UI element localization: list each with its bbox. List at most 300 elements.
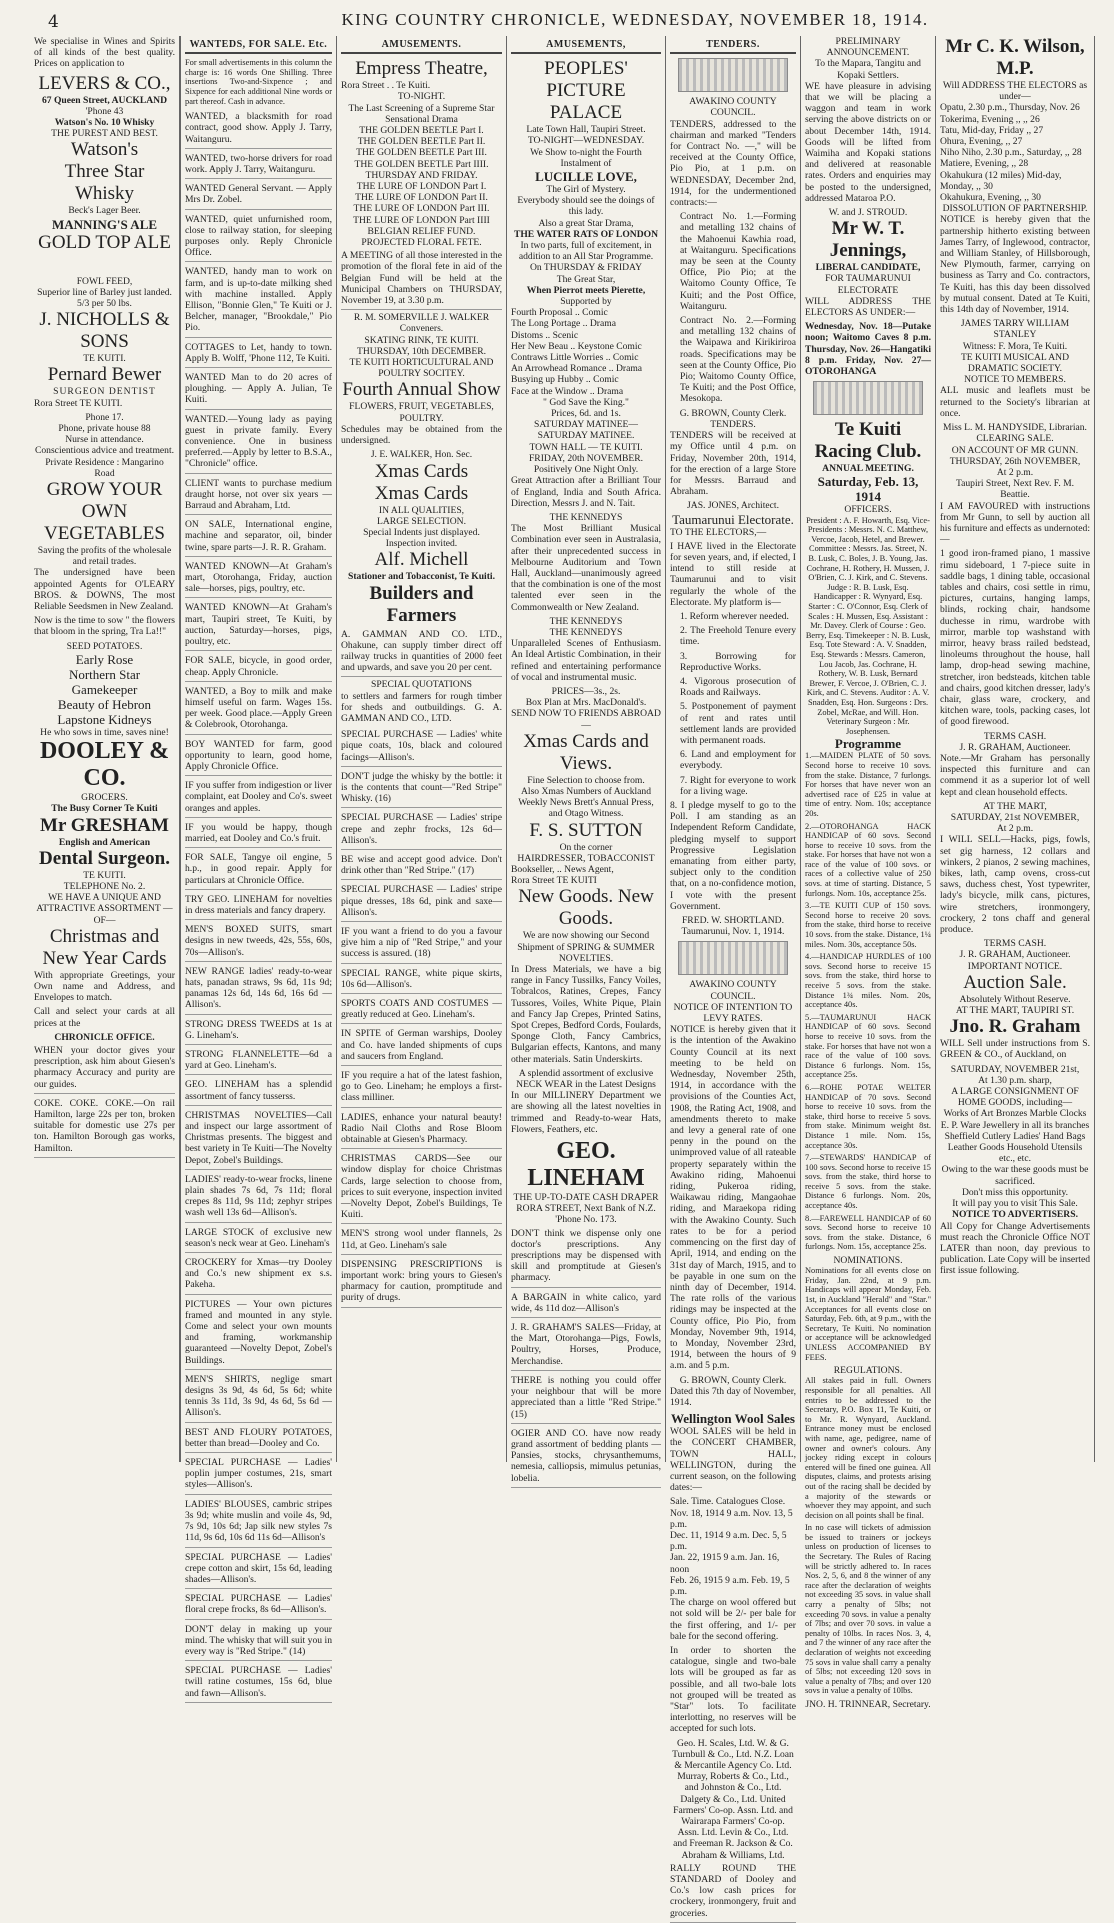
text-block: Late Town Hall, Taupiri Street. [526,124,646,136]
text-block: WOOL SALES will be held in the CONCERT CHAMBER, TOWN HALL, WELLINGTON, during the current season, on the following dates:— [670,1426,796,1494]
column-heading: TENDERS. [670,36,796,54]
text-block: We are now showing our Second Shipment of SPRING & SUMMER NOVELTIES. [517,930,655,964]
text-block: Contraws Little Worries .. Comic [511,352,639,364]
text-block: 'Phone 43 [85,105,124,117]
text-block: Okahukura (12 miles) Mid-day, Monday, ,, 30 [940,169,1062,192]
text-block: Unparalleled Scenes of Enthusiasm. An Ideal Artistic Combination, in their refined and entertaining performance of vocal and instrumental music. [511,638,661,683]
masthead [0,0,1114,36]
text-block: THE LURE OF LONDON Part IIII [353,214,490,226]
text-block: Nominations for all events close on Friday, Jan. 22nd, at 9 p.m. Handicaps will appear Monday, Feb. 1st, in Auckland "Herald" and "Star." Acceptances for all events close on Saturday, Feb. 6th, at 9 p.m., with the Secretary, Te Kuiti. No nomination or acceptance will be acknowledged UNLESS ACCOMPANIED BY FEES. [805,1266,931,1362]
text-block: Positively One Night Only. [533,464,639,476]
text-block: NOTICE TO MEMBERS. [964,374,1066,386]
text-block: The Long Portage .. Drama [511,318,616,330]
classified-ad: BOY WANTED for farm, good opportunity to learn, good home, Apply Chronicle Office. [185,737,332,777]
text-block: Rora Street TE KUITI [511,875,597,887]
text-block: Feb. 26, 1915 9 a.m. Feb. 19, 5 p.m. [670,1574,790,1597]
text-block: J. NICHOLLS & SONS [39,309,170,353]
text-block: TERMS CASH. [983,938,1047,950]
advertisement: DON'T think we dispense only one doctor's prescriptions. Any prescriptions may be dispensed with skill and promptitude at Giesen's pharmacy. [511,1226,661,1288]
text-block: Te Kuiti Racing Club. [814,419,922,463]
text-block: 1.—MAIDEN PLATE of 50 sovs. Second horse to receive 10 sovs. from the stake. Distance, 7 furlongs. For horses that have never won an advertised race of £25 in value at time of entry. Nom. 10s; acceptance 20s. [805,751,931,818]
text-block: NOTICE OF INTENTION TO LEVY RATES. [673,1001,793,1025]
text-block: It will pay you to visit This Sale. [952,1198,1078,1210]
woodcut-illustration [678,941,788,975]
text-block: 7. Right for everyone to work for a living wage. [680,774,796,797]
page-number: 4 [48,12,59,32]
text-block: AWAKINO COUNTY COUNCIL. [689,96,777,119]
text-block: R. M. SOMERVILLE J. WALKER Conveners. [353,312,490,335]
text-block: At 2 p.m. [996,466,1034,478]
classified-ad: CROCKERY for Xmas—try Dooley and Co.'s new shipment ex s.s. Pakeha. [185,1255,332,1295]
text-block: The Girl of Mystery. [546,184,626,196]
text-block: At 1.30 p.m. sharp, [978,1074,1052,1086]
text-block: Absolutely Without Reserve. [959,993,1071,1005]
text-block: In no case will tickets of admission be issued to trainers or jockeys unless on production of licenses to the Secretary. The Rules of Racing will be strictly adhered to. In races Nos. 2, 5, 6, and 8 the winner of any race after the declaration of weights not exceeding 35 sovs. in value shall carry a penalty of 5lbs; not exceeding 70 sovs. in value a penalty of 7lbs; and over 70 sovs. in value a penalty of 10lbs. In races Nos. 3, 4, and 7 the winner of any race after the declaration of weights not exceeding 75 sovs in value shall carry a penalty of 5lbs; not exceeding 120 sovs in value a penalty of 7lbs; and over 120 sovs in value a penalty of 10lbs. [805,1523,931,1696]
text-block: Her New Beau .. Keystone Comic [511,340,642,352]
text-block: 3.—TE KUITI CUP of 150 sovs. Second horse to receive 20 sovs. from the stake, third horse to receive 10 sovs. from the stake. Distance, 1¼ miles. Nom. 30s, acceptance 50s. [805,901,931,949]
advertisement: BE wise and accept good advice. Don't drink other than "Red Stripe." (17) [341,852,502,880]
text-block: 4. Vigorous prosecution of Roads and Railways. [680,675,796,699]
text-block: Miss L. M. HANDYSIDE, Librarian. [943,422,1087,434]
text-block: Gamekeeper [71,681,138,697]
text-block: OFFICERS. [844,504,892,516]
text-block: ALL music and leaflets must be returned to the Society's librarian at once. [940,385,1090,419]
text-block: SEND NOW TO FRIENDS ABROAD— [511,708,661,731]
classified-ad: TRY GEO. LINEHAM for novelties in dress materials and fancy drapery. [185,892,332,920]
text-block: THE LURE OF LONDON Part II. [355,192,488,204]
column-heading: AMUSEMENTS, [511,36,661,54]
text-block: THE WATER RATS OF LONDON [513,228,659,240]
classified-ad: WANTED KNOWN—At Graham's mart, Otorohanga, Friday, auction sale—horses, pigs, poultry, etc. [185,559,332,599]
text-block: Northern Star [68,666,141,682]
classified-ad: FOR SALE, bicycle, in good order, cheap. Apply Chronicle. [185,653,332,681]
text-block: Special Indents just displayed. [363,526,480,538]
text-block: DOOLEY & CO. [39,738,170,792]
text-block: Saving the profits of the wholesale and retail trades. [37,545,172,568]
classified-ad: BEST AND FLOURY POTATOES, better than bread—Dooley and Co. [185,1425,332,1453]
text-block: BELGIAN RELIEF FUND. [367,225,476,237]
text-block: RORA STREET, Next Bank of N.Z. [516,1203,656,1215]
text-block: THE GOLDEN BEETLE Part IIII. [354,158,489,170]
newspaper-title: KING COUNTRY CHRONICLE, WEDNESDAY, NOVEMBER 18, 1914. [341,10,929,29]
text-block: J. R. GRAHAM, Auctioneer. [959,949,1071,961]
text-block: JAMES TARRY WILLIAM STANLEY [960,318,1070,341]
classified-ad: DON'T delay in making up your mind. The whisky that will suit you in every way is "Red Stripe." (14) [185,1622,332,1662]
text-block: " God Save the King." [543,396,629,408]
text-block: Nov. 18, 1914 9 a.m. Nov. 13, 5 p.m. [670,1507,793,1530]
advertisement: SPECIAL RANGE, white pique skirts, 10s 6d—Allison's. [341,966,502,994]
text-block: GROCERS. [81,792,128,804]
column-heading: AMUSEMENTS. [341,36,502,54]
text-block: G. BROWN, County Clerk. [679,407,787,419]
text-block: THE KENNEDYS [549,615,623,627]
text-block: Geo. H. Scales, Ltd. W. & G. Turnbull & Co., Ltd. N.Z. Loan & Mercantile Agency Co. Ltd. Murray, Roberts & Co., Ltd., and Johnston & Co., Ltd. Dalgety & Co., Ltd. United Farmers' Co-op. Assn. Ltd. and Wairarapa Farmers' Co-op. Assn. Ltd. Levin & Co., Ltd. and Freeman R. Jackson & Co. Abraham & Williams, Ltd. [672,1737,794,1861]
text-block: Niho Niho, 2.30 p.m., Saturday, ,, 28 [940,147,1082,159]
text-block: Fine Selection to choose from. [527,774,645,786]
classified-ad: IF you suffer from indigestion or liver complaint, eat Dooley and Co's. sweet oranges and apples. [185,778,332,818]
text-block: WE HAVE A UNIQUE AND ATTRACTIVE ASSORTMENT —OF— [36,892,173,926]
text-block: LARGE SELECTION. [377,515,466,527]
classified-ad: LADIES' ready-to-wear frocks, linene plain shades 7s 6d, 7s 11d; floral crepes 8s 11d, 9s 11d; zephyr stripes wash well 13s 6d—Allison's. [185,1172,332,1223]
woodcut-illustration [678,58,788,92]
text-block: We Show to-night the Fourth Instalment of [530,146,642,169]
advertisement: SPECIAL PURCHASE — Ladies' stripe pique dresses, 18s 6d, pink and saxe—Allison's. [341,882,502,922]
text-block: TO-NIGHT. [397,91,446,103]
text-block: Owing to the war these goods must be sacrificed. [941,1164,1089,1187]
text-block: Watson's No. 10 Whisky [54,117,155,129]
advertisement: J. R. GRAHAM'S SALES—Friday, at the Mart, Otorohanga—Pigs, Fowls, Poultry, Horses, Produce, Merchandise. [511,1320,661,1371]
text-block: At 2 p.m. [996,823,1034,835]
text-block: Sale. Time. Catalogues Close. [670,1496,786,1508]
text-block: THE GOLDEN BEETLE Part II. [357,136,486,148]
column-7-notices [935,36,1095,1462]
text-block: DISSOLUTION OF PARTNERSHIP. [942,203,1088,215]
text-block: He who sows in time, saves nine! [40,726,169,738]
text-block: TENDERS, addressed to the chairman and marked "Tenders for Contract No. —," will be received at the County Office, Pio Pio, at 1 p.m. on WEDNESDAY, December 2nd, 1914, for the undermentioned contracts:— [670,118,796,209]
advertisement: OGIER AND CO. have now ready grand assortment of bedding plants —Pansies, stocks, chrysanthemums, nemesia, calliopsis, mimulus petunias, lobelia. [511,1426,661,1488]
text-block: Wednesday, Nov. 18—Putake noon; Waitomo Caves 8 p.m. Thursday, Nov. 26—Hangatiki 8 p.m. Friday, Nov. 27—OTOROHANGA [805,321,931,378]
advertisement: SPECIAL PURCHASE — Ladies' white pique coats, 10s, black and coloured facings—Allison's. [341,727,502,767]
text-block: G. BROWN, County Clerk. [679,1374,787,1386]
text-block: Jan. 22, 1915 9 a.m. Jan. 16, noon [670,1552,780,1575]
classified-ad: WANTED, two-horse drivers for road work. Apply J. Tarry, Waitanguru. [185,151,332,179]
text-block: Works of Art Bronzes Marble Clocks E. P. Ware Jewellery in all its branches Sheffield Cutlery Ladies' Hand Bags Leather Goods Household Utensils etc., etc. [940,1108,1090,1165]
advertisement: LADIES, enhance your natural beauty! Radio Nail Cloths and Rose Bloom obtainable at Giesen's Pharmacy. [341,1110,502,1150]
text-block: 4.—HANDICAP HURDLES of 100 sovs. Second horse to receive 15 sovs. from the stake, third horse to receive 5 sovs. from the stake. Distance 1¾ miles. Nom. 20s, acceptance 40s. [805,952,931,1010]
text-block: Three Star Whisky [64,161,145,205]
classified-ad: STRONG FLANNELETTE—6d a yard at Geo. Lineham's. [185,1047,332,1075]
text-block: An Arrowhead Romance .. Drama [511,363,643,375]
text-block: Don't miss this opportunity. [961,1186,1069,1198]
text-block: Box Plan at Mrs. MacDonald's. [525,697,647,709]
classified-ad: PICTURES — Your own pictures framed and mounted in any style. Come and select your own mounts and framing, workmanship guaranteed —Novelty Depot, Zobel's Buildings. [185,1297,332,1370]
classified-ad: WANTED General Servant. — Apply Mrs Dr. Zobel. [185,181,332,209]
text-block: Beck's Lager Beer. [68,205,141,217]
text-block: GOLD TOP ALE [38,231,171,253]
text-block: THE LURE OF LONDON Part I. [356,181,487,193]
text-block: THE PUREST AND BEST. [51,128,158,140]
text-block: REGULATIONS. [833,1365,903,1377]
text-block: LEVERS & CO., [38,72,171,94]
text-block: The Most Brilliant Musical Combination ever seen in Australasia, after their unprecedented success in Melbourne Auditorium and Town Hall, Auckland—unanimously agreed that the combination is one of the most talented ever seen in the Commonwealth or New Zealand. [511,523,661,613]
text-block: TE KUITI MUSICAL AND DRAMATIC SOCIETY. [960,351,1070,375]
text-block: Phone 17. [85,411,124,423]
text-block: THE GOLDEN BEETLE Part I. [359,125,484,137]
spacer [34,254,175,276]
text-block: In two parts, full of excitement, in addition to an All Star Programme. [518,240,654,263]
text-block: J. R. GRAHAM, Auctioneer. [959,741,1071,753]
text-block: FRED. W. SHORTLAND. [681,915,785,927]
text-block: IN ALL QUALITIES, [378,504,465,516]
text-block: TO-NIGHT—WEDNESDAY. [527,135,645,147]
text-block: Mr C. K. Wilson, M.P. [945,36,1085,79]
text-block: Supported by [560,296,612,308]
text-block: Matiere, Evening, ,, 28 [940,158,1029,170]
text-block: Xmas Cards [374,482,469,504]
text-block: Also a great Star Drama, [538,217,634,229]
classified-ad: WANTED KNOWN—At Graham's mart, Taupiri street, Te Kuiti, by auction, Saturday—horses, pigs, poultry, etc. [185,600,332,651]
text-block: MANNING'S ALE [51,216,158,232]
classified-ad: SPECIAL PURCHASE — Ladies' poplin jumper costumes, 21s, smart styles—Allison's. [185,1455,332,1495]
text-block: With appropriate Greetings, your Own name and Address, and Envelopes to match. [34,969,175,1004]
text-block: I WILL SELL—Hacks, pigs, fowls, set gig harness, 12 collars and winkers, 2 pianos, 2 sewing machines, bikes, lath, camp ovens, cross-cut saws, duchess chest, Yost typewriter, lady's bicycle, milk cans, pictures, wire stretchers, ironmongery, crockery, 2 tons chaff and general produce. [940,834,1090,936]
text-block: Phone, private house 88 [58,423,151,435]
text-block: AT THE MART, [983,800,1047,812]
text-block: A LARGE CONSIGNMENT OF HOME GOODS, including— [951,1086,1079,1109]
text-block: To the Mapara, Tangitu and Kopaki Settlers. [815,58,921,81]
text-block: All Copy for Change Advertisements must reach the Chronicle Office NOT LATER than noon, day previous to publication. Late Copy will be inserted first issue following. [940,1220,1090,1277]
advertisement: A BARGAIN in white calico, yard wide, 4s 11d doz—Allison's [511,1290,661,1318]
advertisement: RALLY ROUND THE STANDARD of Dooley and Co.'s low cash prices for crockery, ironmongery, fruit and groceries. [670,1861,796,1923]
classified-ad: MEN'S BOXED SUITS, smart designs in new tweeds, 42s, 55s, 60s, 70s—Allison's. [185,922,332,962]
text-block: F. S. SUTTON [529,819,643,841]
text-block: Stationer and Tobacconist, Te Kuiti. [348,571,495,583]
advertisement: DON'T judge the whisky by the bottle: it is the contents that count—"Red Stripe" Whisky. (16) [341,769,502,809]
advertisement: SPECIAL PURCHASE — Ladies' stripe crepe and zephr frocks, 12s 6d—Allison's. [341,810,502,850]
text-block: CHRONICLE OFFICE. [54,1031,155,1043]
text-block: 7.—STEWARDS' HANDICAP of 100 sovs. Second horse to receive 15 sovs. from the stake, third horse to receive 5 sovs. from the stake. Distance 6 furlongs. Nom. 20s, acceptance 40s. [805,1153,931,1211]
text-block: Auction Sale. [963,971,1067,993]
text-block: Busying up Hubby .. Comic [511,374,619,386]
text-block: In our MILLINERY Department we are showing all the latest novelties in trimmed and Ready-to-wear Hats, Flowers, Feathers, etc. [511,1090,661,1135]
text-block: THE UP-TO-DATE CASH DRAPER [513,1192,659,1204]
text-block: HAIRDRESSER, TOBACCONIST [517,852,655,864]
text-block: Lapstone Kidneys [57,711,152,727]
text-block: Everybody should see the doings of this lady. [517,195,655,218]
text-block: Dec. 11, 1914 9 a.m. Dec. 5, 5 p.m. [670,1529,787,1553]
classified-ad: LADIES' BLOUSES, cambric stripes 3s 9d; white muslin and voile 4s, 9d, 7s 9d, 10s 6d; Jap silk new styles 7s 11d, 9s 6d, 10s 6d 11s 6d—Allison's [185,1497,332,1548]
text-block: to settlers and farmers for rough timber for sheds and outbuildings. G. A. GAMMAN AND CO., LTD. [341,690,502,724]
text-block: 8. I pledge myself to go to the Poll. I am standing as an Independent Reform Candidate, pledging myself to support Progressive Legislation emanating from either party, subject only to the condition that, on a no-confidence motion, I vote with the present Government. [670,799,796,912]
classified-ad: WANTED, quiet unfurnished room, close to railway station, for sleeping purposes only. Reply Chronicle Office. [185,212,332,263]
text-block: Taupiri Street, Next Rev. F. M. Beattie. [955,478,1075,501]
classified-ad: SPECIAL PURCHASE — Ladies' crepe cotton and skirt, 15s 6d, leading shades—Allison's. [185,1550,332,1590]
text-block: Distoms .. Scenic [511,329,579,341]
text-block: Face at the Window .. Drama [511,385,624,397]
text-block: I HAVE lived in the Electorate for seven years, and, if elected, I intend to still reside at Taumarunui and to visit regularly the whole of the Electorate. My platform is— [670,540,796,608]
text-block: Mr GRESHAM [40,814,169,836]
text-block: FOWL FEED, [76,275,133,287]
text-block: Okahukura, Evening, ,, 30 [940,192,1041,204]
text-block: WILL ADDRESS THE ELECTORS AS UNDER:— [805,295,931,319]
text-block: The Great Star, [556,273,616,285]
text-block: J. E. WALKER, Hon. Sec. [370,449,473,461]
woodcut-illustration [813,381,923,415]
text-block: Dental Surgeon. [39,847,170,869]
classified-ad: IF you would be happy, though married, eat Dooley and Co.'s fruit. [185,820,332,848]
text-block: SATURDAY, NOVEMBER 21st, [950,1063,1080,1075]
text-block: Jno. R. Graham [949,1016,1081,1038]
text-block: Builders and Farmers [369,582,474,626]
text-block: GROW YOUR OWN VEGETABLES [44,479,165,545]
classified-ad: STRONG DRESS TWEEDS at 1s at G. Lineham's. [185,1017,332,1045]
text-block: Rora Street . . Te Kuiti. [341,80,431,92]
advertisement: THERE is nothing you could offer your neighbour that will be more appreciated than a little "Red Stripe." (15) [511,1373,661,1424]
classified-ad: FOR SALE, Tangye oil engine, 5 h.p., in good repair. Apply for particulars at Chronicle Office. [185,850,332,890]
text-block: THE KENNEDYS [549,626,623,638]
text-block: FLOWERS, FRUIT, VEGETABLES, POULTRY. [349,401,494,424]
advertisement: IF you require a hat of the latest fashion, go to Geo. Lineham; he employs a first-class milliner. [341,1068,502,1108]
text-block: 5.—TAUMARUNUI HACK HANDICAP of 60 sovs. Second horse to receive 10 sovs. from the stake. For horses that have not won a race of the value of 100 sovs. Distance 6 furlongs. Nom. 15s, acceptance 25s. [805,1012,931,1080]
advertisement: COKE. COKE. COKE.—On rail Hamilton, large 22s per ton, broken suitable for domestic use 27s per ton. Hamilton Borough gas works, Hamilton. [34,1096,175,1158]
text-block: Mr W. T. Jennings, [829,218,907,262]
column-3-amusements [336,36,506,1462]
text-block: Programme [834,736,902,752]
classified-ad: GEO. LINEHAM has a splendid assortment of fancy tusserss. [185,1077,332,1105]
advertisement: MEN'S strong wool under flannels, 2s 11d, at Geo. Lineham's sale [341,1226,502,1254]
text-block: AT THE MART, TAUPIRI ST. [955,1005,1075,1017]
text-block: PROJECTED FLORAL FETE. [361,237,482,249]
text-block: In order to shorten the catalogue, single and two-bale lots will be grouped as far as possible, and all two-bale lots not grouped will be treated as "Star" lots. To facilitate interlotting, no reserves will be accepted for such lots. [670,1645,796,1735]
classified-ad: CLIENT wants to purchase medium draught horse, not over six years —Barraud and Abraham, Ltd. [185,476,332,516]
text-block: TO THE ELECTORS,— [670,526,767,538]
text-block: Taumarunui Electorate. [672,511,794,527]
classified-ad: WANTED, handy man to work on farm, and is up-to-date milking shed with machine installed. Apply Ellison, "Bonnie Glen," Te Kuiti or J. Belcher, manager, "Brookdale," Pio Pio. [185,264,332,337]
text-block: Pernard Bewer [47,364,162,386]
text-block: The undersigned have been appointed Agents for O'LEARY BROS. & DOWNS, The most Reliable Seedsmen in New Zealand. [34,567,175,613]
classified-ad: NEW RANGE ladies' ready-to-wear hats, panadan straws, 9s 6d, 11s 9d; panamas 12s 6d, 14s 6d, 16s 6d —Allison's. [185,964,332,1015]
column-1-advertisements [30,36,180,1462]
text-block: New Goods. New Goods. [518,886,654,930]
text-block: LUCILLE LOVE, [535,169,637,185]
text-block: Tatu, Mid-day, Friday ,, 27 [940,124,1044,136]
text-block: On the corner [559,841,613,853]
text-block: SATURDAY, 21st NOVEMBER, [950,812,1080,823]
text-block: We specialise in Wines and Spirits of all kinds of the best quality. Prices on application to [34,36,175,70]
advertisement: A. GAMMAN AND CO. LTD., Ohakune, can supply timber direct off railway trucks in quantities of 2000 feet and upwards, and save you 20 per cent. [341,627,502,678]
text-block: TOWN HALL — TE KUITI. [529,441,643,453]
advertisement: DISPENSING PRESCRIPTIONS is important work: bring yours to Giesen's pharmacy for caution, promptitude and purity of drugs. [341,1257,502,1308]
text-block: Call and select your cards at all prices at the [34,1006,175,1029]
advertisement: WHEN your doctor gives your prescription, ask him about Giesen's pharmacy Accuracy and purity are our guides. [34,1043,175,1094]
text-block: Inspection invited. [385,538,458,550]
text-block: WE have pleasure in advising that we will be placing a waggon and team in work serving the above districts on or about December 14th, 1914. Goods will be lifted from Waimiha and Kopaki stations and delivered at reasonable rates. Orders and enquiries may be posted to the undersigned, addressed Mataroa P.O. [805,80,931,204]
text-block: PRICES—3s., 2s. [551,685,621,697]
text-block: PEOPLES' PICTURE PALACE [544,58,628,124]
text-block: 2. The Freehold Tenure every time. [680,625,796,648]
column-5-tenders [665,36,800,1919]
classified-ad: LARGE STOCK of exclusive new season's neck wear at Geo. Lineham's [185,1225,332,1253]
text-block: English and American [58,836,151,848]
text-block: In Dress Materials, we have a big range in Fancy Tussilks, Fancy Voiles, Tobralcos, Ratines, Crepes, Fancy Tussores, Voiles, White Pique, Plain and Fancy Jap Crepes, Printed Satins, Spot Crepes, Bedford Cords, Foulards, Sponge Cloth, Fancy Cambrics, Bulgarian effects, Kantons, and many other materials. Satin Underskirts. [511,964,661,1065]
text-block: TE KUITI HORTICULTURAL AND POULTRY SOCITEY. [349,357,494,380]
text-block: JNO. H. TRINNEAR, Secretary. [805,1698,931,1710]
text-block: NOTICE is hereby given that it is the intention of the Awakino County Council at its next meeting to be held on Wednesday, November 25th, 1914, in accordance with the provisions of the Counties Act, 1908, the Rating Act, 1908, and amendments thereto to make and levy a general rate of one penny in the pound on the unimproved value of all rateable property separately within the Awakino riding, Mahoenui riding, Pukeroa riding, Waikawau riding, Mangaohae riding, and Maraekopa riding with the Awakino County. Such rates to be for a period commencing on the first day of April, 1914, and ending on the 31st day of March, 1915, and to be payable in one sum on the ninth day of December, 1914. The rate rolls of the various ridings may be inspected at the County office, Pio Pio, from Monday, November 9th, 1914, to Monday, November 23rd, 1914, between the hours of 9 a.m. and 5 p.m. [670,1024,796,1372]
classified-ad: ON SALE, International engine, machine and separator, oil, binder twine, spare parts—J. R. R. Graham. [185,517,332,557]
text-block: Fourth Proposal .. Comic [511,307,608,319]
text-block: Great Attraction after a Brilliant Tour of England, India and South Africa. Direction, Messrs J. and N. Tait. [511,475,661,509]
classified-ad: SPECIAL PURCHASE — Ladies' floral crepe frocks, 8s 6d—Allison's. [185,1591,332,1619]
text-block: Will ADDRESS THE ELECTORS as under— [942,80,1088,103]
text-block: Alf. Michell [374,549,469,571]
advertisement: A MEETING of all those interested in the promotion of the floral fete in aid of the Belgian Fund will be held at the Municipal Chambers on THURSDAY, November 19, at 3.30 p.m. [341,248,502,310]
column-6-racing-club [800,36,935,1710]
text-block: TE KUITI. [83,353,126,365]
text-block: When Pierrot meets Pierette, [526,284,646,296]
text-block: 'Phone No. 173. [555,1214,617,1226]
text-block: Christmas and New Year Cards [42,925,167,969]
text-block: CLEARING SALE. [976,433,1054,445]
text-block: LIBERAL CANDIDATE, [815,262,921,274]
text-block: WILL Sell under instructions from S. GREEN & CO., of Auckland, on [940,1038,1090,1061]
text-block: Conscientious advice and treatment. [34,445,175,457]
text-block: NOTICE is hereby given that the partnership hitherto existing between James Tarry, of Inglewood, contractor, and William Stanley, of Hillsborough, New Plymouth, farmer, carrying on business as Tarry and Co. contractors, Te Kuiti, has this day been dissolved by mutual consent. Dated at Te Kuiti, this 14th day of November, 1914. [940,214,1090,316]
text-block: THE KENNEDYS [549,511,623,523]
rates-notice: For small advertisements in this column the charge is: 16 words One Shilling. Three insertions Two-and-Sixpence ; and Sixpence for each additional Nine words or part thereof. Cash in advance. [185,58,332,106]
text-block: Bookseller, .. News Agent, [511,863,614,875]
text-block: Dated this 7th day of November, 1914. [670,1385,796,1408]
text-block: GEO. LINEHAM [527,1138,645,1192]
text-block: Superior line of Barley just landed. 5/3 per 50 lbs. [37,286,172,310]
text-block: Contract No. 1.—Forming and metalling 132 chains of the Mahoenui Kawhia road, at Waitanguru. Specifications may be seen at the County Office, Pio Pio; at the Waitomo County Office, Te Kuiti; and the Post Office, Waitanguru. [680,211,796,312]
text-block: Watson's [70,139,139,161]
text-block: TELEPHONE No. 2. [63,880,146,892]
text-block: SPECIAL QUOTATIONS [371,679,472,691]
text-block: Xmas Cards and Views. [523,730,649,774]
text-block: 2.—OTOROHANGA HACK HANDICAP of 60 sovs. Second horse to receive 10 sovs. from the stake. For horses that have not won a race of the value of 100 sovs. or races of a collective value of 250 sovs. at time of starting. Distance, 5 furlongs. Nom. 10s, acceptance 25s. [805,821,931,898]
text-block: THE GOLDEN BEETLE Part III. [356,147,487,159]
text-block: 1. Reform wherever needed. [680,610,789,622]
text-block: Fourth Annual Show [342,379,501,401]
text-block: Taumarunui, Nov. 1, 1914. [681,926,785,938]
text-block: SURGEON DENTIST [53,386,156,398]
text-block: TENDERS will be received at my Office until 4 p.m. on Friday, November 20th, 1914, for the erection of a large Store for Messrs. Barraud and Abraham. [670,430,796,498]
text-block: ON ACCOUNT OF MR GUNN. [951,444,1079,456]
text-block: 6.—ROHE POTAE WELTER HANDICAP of 70 sovs. Second horse to receive 10 sovs. from the stake, third horse to receive 5 sovs. from stake. Minimum weight 8st. Distance 1 mile. Nom. 15s, acceptance 30s. [805,1082,931,1150]
text-block: THURSDAY, 10th DECEMBER. [356,345,486,357]
classified-ad: WANTED Man to do 20 acres of ploughing. — Apply A. Julian, Te Kuiti. [185,370,332,410]
classified-ad: CHRISTMAS NOVELTIES—Call and inspect our large assortment of Christmas presents. The biggest and best variety in Te Kuiti—The Novelty Depot, Zobel's Buildings. [185,1108,332,1170]
text-block: Now is the time to sow " the flowers that bloom in the spring, Tra La!!" [34,615,175,638]
text-block: 3. Borrowing for Reproductive Works. [680,650,796,673]
text-block: 1 good iron-framed piano, 1 massive rimu sideboard, 1 7-piece suite in saddle bags, 1 dining table, occasional tables and chairs, cosi settle in rimu, pictures, curtains, hanging lamps, blinds, rocking chair, handsome duchesse in rimu, wardrobe with mirror, marble top washstand with mirror, heavy brass railed bedstead, linoleums throughout the house, hall lamp, drop-head sewing machine, stretcher, iron bedsteads, kitchen table and chairs, good kitchen dresser, lady's chair, glass ware, crockery, and kitchen ware, tools, packing cases, lot of good firewood. [940,548,1090,728]
classified-ad: MEN'S SHIRTS, neglige smart designs 3s 9d, 4s 6d, 5s 6d; white tennis 3s 11d, 3s 9d, 4s 6d, 5s 6d —Allison's. [185,1372,332,1423]
text-block: THE LURE OF LONDON Part III. [353,203,490,215]
classified-ad: WANTED.—Young lady as paying guest in private family. Every convenience. One in business preferred.—Apply by letter to B.S.A., "Chronicle" office. [185,412,332,474]
text-block: TENDERS. [710,418,756,430]
text-block: TE KUITI. [83,869,126,881]
text-block: Schedules may be obtained from the undersigned. [341,423,502,447]
text-block: A splendid assortment of exclusive NECK WEAR in the Latest Designs [516,1067,656,1091]
column-heading: WANTEDS, FOR SALE. Etc. [185,36,332,54]
classified-ad: WANTED, a Boy to milk and make himself useful on farm. Wages 15s. per week. Good place.—Apply Green & Colebrook, Otorohanga. [185,684,332,735]
text-block: FRIDAY, 20th NOVEMBER. [528,452,644,464]
text-block: I AM FAVOURED with instructions from Mr Gunn, to sell by auction all his furniture and effects as undernoted:— [940,500,1090,546]
classified-ad: SPECIAL PURCHASE — Ladies' twill ratine costumes, 15s 6d, blue and fawn—Allison's. [185,1663,332,1703]
classified-ad: WANTED, a blacksmith for road contract, good show. Apply J. Tarry, Waitanguru. [185,109,332,149]
text-block: Wellington Wool Sales [670,1411,795,1427]
advertisement: SPORTS COATS AND COSTUMES —greatly reduced at Geo. Lineham's. [341,996,502,1024]
text-block: Ohura, Evening, ,, 27 [940,136,1023,148]
text-block: AWAKINO COUNTY COUNCIL. [689,979,777,1002]
text-block: Early Rose [75,651,134,667]
text-block: The Last Screening of a Supreme Star Sensational Drama [348,102,495,125]
text-block: Nurse in attendance. [65,434,144,446]
column-2-wanteds [180,36,336,1699]
text-block: ANNUAL MEETING. [822,463,914,475]
advertisement: IN SPITE of German warships, Dooley and Co. have landed shipments of cups and saucers from England. [341,1026,502,1066]
text-block: Private Residence : Mangarino Road [45,456,164,479]
text-block: THURSDAY AND FRIDAY. [365,169,478,181]
text-block: Prices, 6d. and 1s. [551,408,621,420]
text-block: JAS. JONES, Architect. [687,500,779,512]
text-block: Rora Street TE KUITI. [34,397,123,409]
text-block: SKATING RINK, TE KUITI. [364,334,479,346]
text-block: 5. Postponement of payment of rent and rates until settlement lands are provided with permanent roads. [680,701,796,746]
text-block: SEED POTATOES. [66,640,143,652]
text-block: FOR TAUMARUNUI ELECTORATE [825,273,911,296]
text-block: The charge on wool offered but not sold will be 2/- per bale for the first offering, and 1/- per bale for the second offering. [670,1597,796,1642]
